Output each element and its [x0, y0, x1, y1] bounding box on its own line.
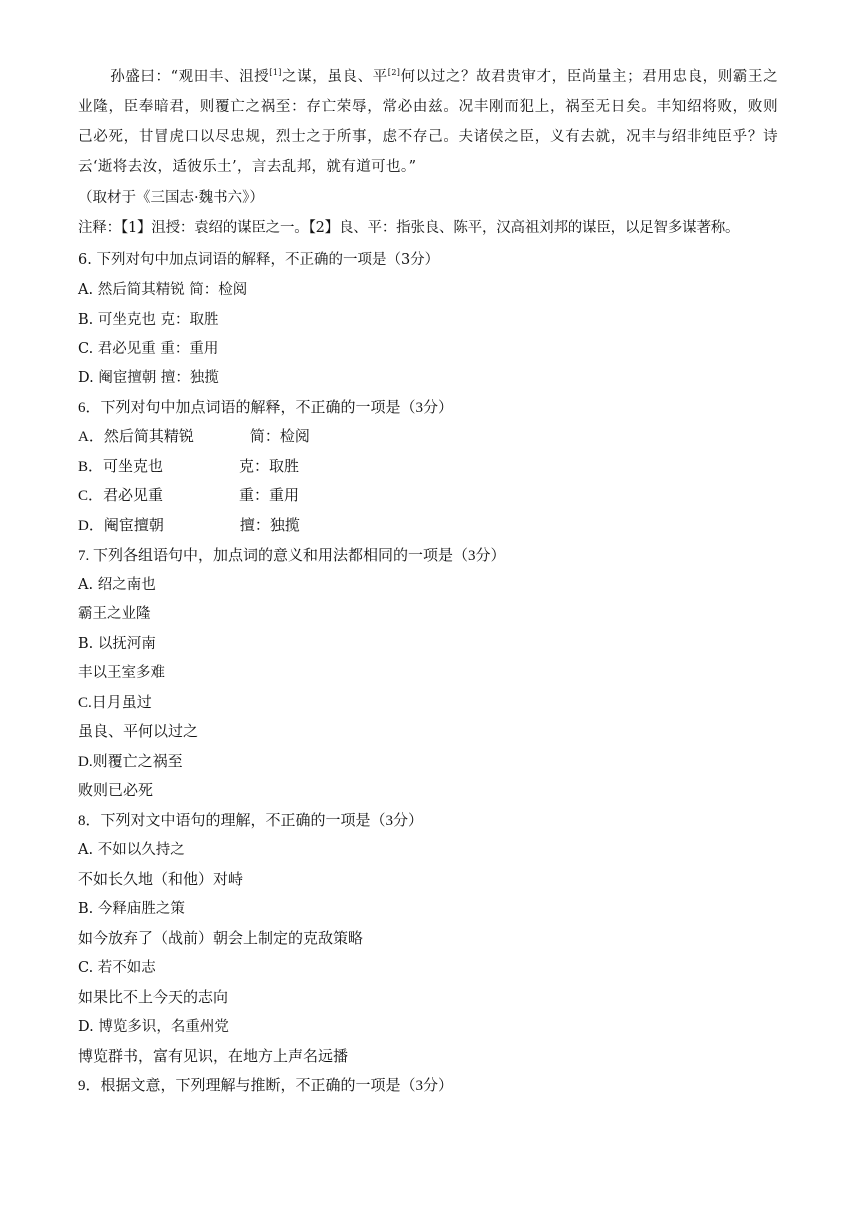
- q6a-option-b: B. 可坐克也 克：取胜: [78, 312, 219, 328]
- q8-line-b1: B. 今释庙胜之策: [78, 901, 185, 917]
- q7-stem: 7. 下列各组语句中，加点词的意义和用法都相同的一项是（3分）: [78, 548, 506, 564]
- q6a-option-c: C. 君必见重 重：重用: [78, 341, 219, 357]
- passage-text-2: 之谋，虽良、平: [281, 69, 388, 85]
- q6b-option-b-gloss: 克：取胜: [239, 459, 300, 475]
- passage-text-1: 孙盛曰：“观田丰、沮授: [110, 69, 270, 85]
- q6b-option-d-phrase: 阉宦擅朝: [103, 518, 164, 534]
- q6b-option-c-phrase: 君必见重: [103, 488, 164, 504]
- q6b-option-a-phrase: 然后简其精锐: [103, 429, 194, 445]
- notes: 注释：【1】沮授：袁绍的谋臣之一。【2】良、平：指张良、陈平，汉高祖刘邦的谋臣，以足智多谋著称。: [78, 220, 740, 236]
- q6b-option-c-label: C．: [78, 488, 104, 504]
- q6a-option-d: D. 阉宦擅朝 擅：独揽: [78, 370, 219, 386]
- q7-line-a1: A. 绍之南也: [78, 577, 156, 593]
- q6b-option-c: [78, 486, 299, 506]
- q6b-option-a: [78, 427, 310, 447]
- q6b-option-a-gloss: 简：检阅: [249, 429, 310, 445]
- q7-line-d1: D.则覆亡之祸至: [78, 754, 183, 770]
- q7-line-c2: 虽良、平何以过之: [78, 724, 199, 740]
- q8-line-d2: 博览群书，富有见识，在地方上声名远播: [78, 1049, 349, 1065]
- q6a-stem: 6. 下列对句中加点词语的解释，不正确的一项是（3分）: [78, 252, 440, 268]
- q8-line-c1: C. 若不如志: [78, 960, 156, 976]
- q8-line-b2: 如今放弃了（战前）朝会上制定的克敌策略: [78, 931, 364, 947]
- q8-stem: 8．下列对文中语句的理解，不正确的一项是（3分）: [78, 813, 424, 829]
- q8-line-c2: 如果比不上今天的志向: [78, 990, 229, 1006]
- q8-line-a2: 不如长久地（和他）对峙: [78, 872, 244, 888]
- q6b-option-b: [78, 457, 299, 477]
- passage-paragraph: [78, 58, 778, 182]
- q7-line-b1: B. 以抚河南: [78, 636, 156, 652]
- q6b-option-a-label: A．: [78, 429, 104, 445]
- q6b-option-b-phrase: 可坐克也: [103, 459, 164, 475]
- q6a-option-a: A. 然后简其精锐 简：检阅: [78, 282, 248, 298]
- q6b-option-c-gloss: 重：重用: [239, 488, 300, 504]
- q6b-option-d-label: D．: [78, 518, 104, 534]
- passage-text-3: 何以过之？故君贵审才，臣尚量主；君用忠良，则霸王之业隆，臣奉暗君，则覆亡之祸至：存亡荣辱，常必由兹。况丰刚而犯上，祸至无日矣。丰知绍将败，败则己必死，甘冒虎口以尽忠规，烈士之于所事，虑不存己。夫诸侯之臣，义有去就，况丰与绍非纯臣乎？诗云‘逝将去汝，适彼乐土’，言去乱邦，就有道可也。”: [78, 69, 778, 175]
- q6b-option-d-gloss: 擅：独揽: [239, 518, 300, 534]
- source-citation: （取材于《三国志·魏书六》）: [78, 190, 264, 206]
- note-1-marker: [1]: [269, 68, 282, 77]
- q7-line-c1: C.日月虽过: [78, 695, 152, 711]
- note-2-marker: [2]: [387, 68, 401, 77]
- q8-line-d1: D. 博览多识，名重州党: [78, 1019, 229, 1035]
- q6b-option-b-label: B．: [78, 459, 104, 475]
- q6b-option-d: [78, 516, 300, 536]
- q7-line-d2: 败则已必死: [78, 783, 154, 799]
- q9-stem: 9．根据文意，下列理解与推断，不正确的一项是（3分）: [78, 1078, 454, 1094]
- q7-line-b2: 丰以王室多难: [78, 665, 165, 681]
- q6b-stem: 6．下列对句中加点词语的解释，不正确的一项是（3分）: [78, 400, 454, 416]
- q7-line-a2: 霸王之业隆: [78, 606, 151, 622]
- q8-line-a1: A. 不如以久持之: [78, 842, 185, 858]
